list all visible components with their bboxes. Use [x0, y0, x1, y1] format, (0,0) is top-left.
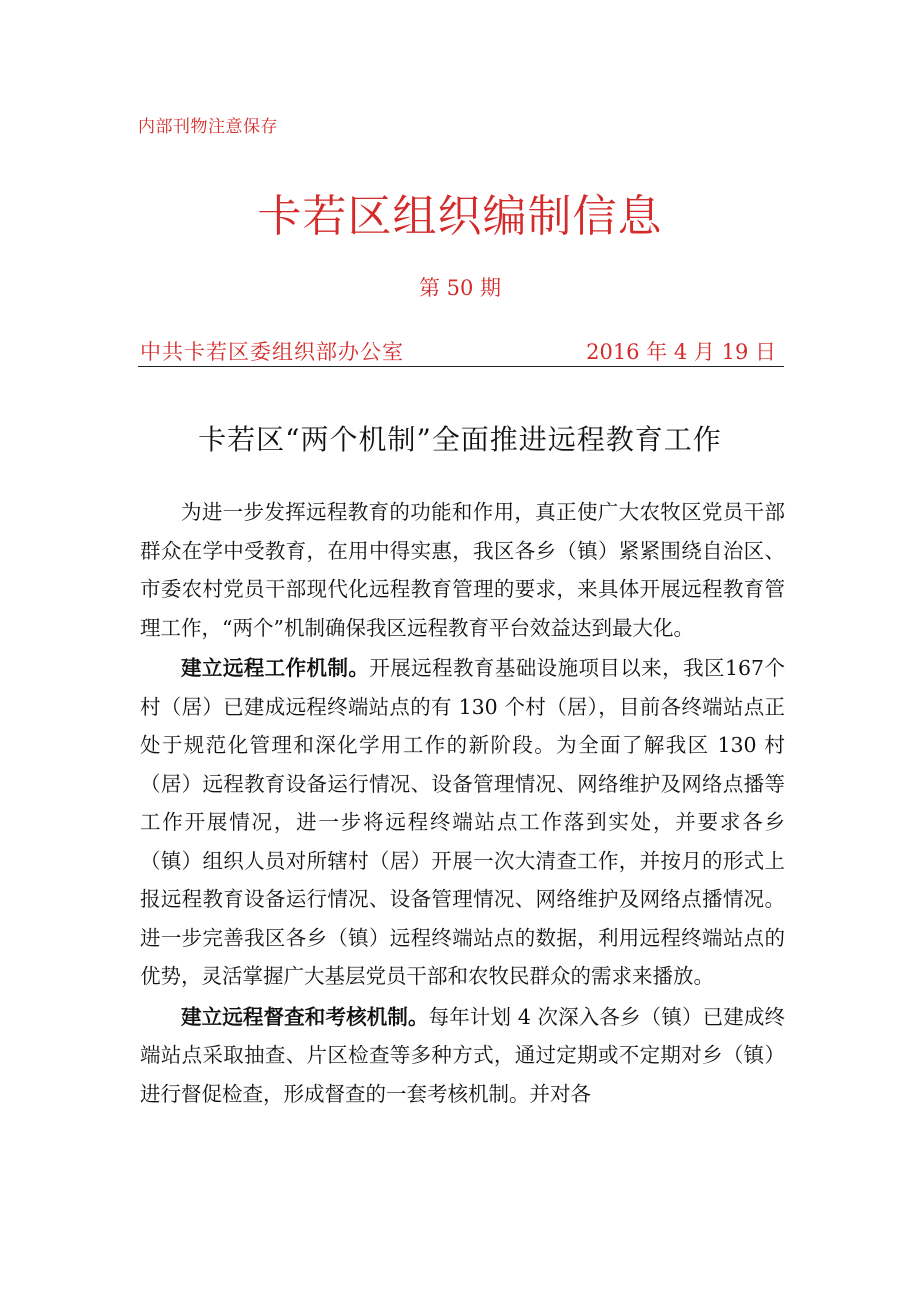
issuer-row: [138, 336, 784, 364]
issuer-name: 中共卡若区委组织部办公室: [140, 340, 404, 364]
paragraph-supervision-mechanism: [140, 998, 785, 1114]
article-title: 卡若区“两个机制”全面推进远程教育工作: [198, 423, 722, 456]
issue-number: 第 50 期: [418, 276, 502, 300]
paragraph-lead: 建立远程工作机制。: [181, 656, 370, 680]
internal-notice: 内部刊物注意保存: [138, 117, 278, 137]
paragraph-text: 开展远程教育基础设施项目以来，我区167个村（居）已建成远程终端站点的有 130 个村（居），目前各终端站点正处于规范化管理和深化学用工作的新阶段。为全面了解我区 130 村（居）远程教育设备运行情况、设备管理情况、网络维护及网络点播等工作开展情况，进一步将远程终端站点工作落到实处，并要求各乡（镇）组织人员对所辖村（居）开展一次大清查工作，并按月的形式上报远程教育设备运行情况、设备管理情况、网络维护及网络点播情况。进一步完善我区各乡（镇）远程终端站点的数据，利用远程终端站点的优势，灵活掌握广大基层党员干部和农牧民群众的需求来播放。: [140, 656, 785, 988]
issue-date: 2016 年 4 月 19 日: [586, 340, 776, 364]
header-divider: [138, 366, 784, 367]
paragraph-intro: [140, 493, 785, 647]
paragraph-text: 每年计划 4 次深入各乡（镇）已建成终端站点采取抽查、片区检查等多种方式，通过定期或不定期对乡（镇）进行督促检查，形成督查的一套考核机制。并对各: [140, 1004, 785, 1106]
paragraph-lead: 建立远程督查和考核机制。: [181, 1004, 429, 1029]
article-body: [140, 493, 785, 1113]
paragraph-remote-work-mechanism: [140, 649, 785, 996]
paragraph-text: 为进一步发挥远程教育的功能和作用，真正使广大农牧区党员干部群众在学中受教育，在用中得实惠，我区各乡（镇）紧紧围绕自治区、市委农村党员干部现代化远程教育管理的要求，来具体开展远程教育管理工作，“两个”机制确保我区远程教育平台效益达到最大化。: [140, 500, 785, 640]
masthead-title: 卡若区组织编制信息: [257, 191, 663, 242]
